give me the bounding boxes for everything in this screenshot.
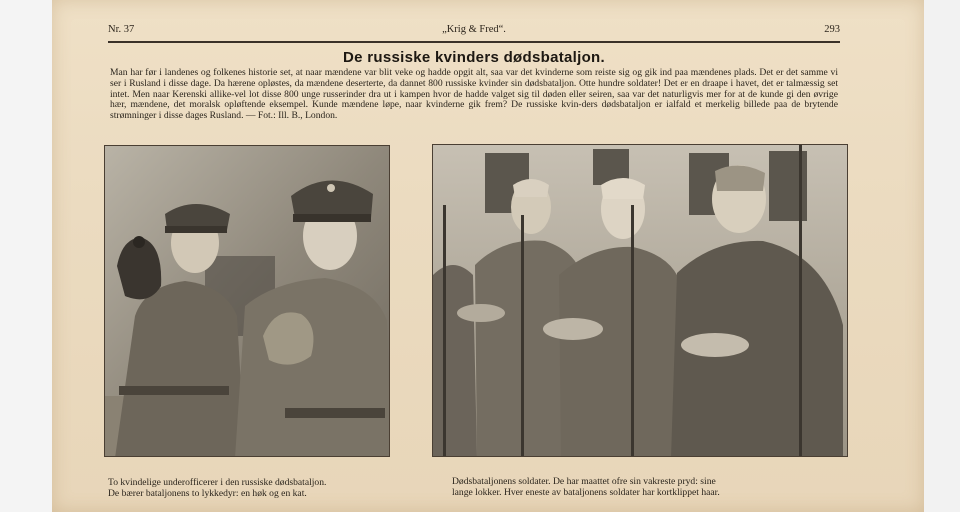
caption-line: Dødsbataljonens soldater. De har maattet ofre sin vakreste pryd: sine bbox=[452, 476, 716, 487]
photo-caption-officers bbox=[108, 478, 400, 499]
article-body: Man har før i landenes og folkenes historie set, at naar mændene var blit veke og hadde opgit alt, saa var det kvinderne som reiste sig og gik ind paa mændenes plads. Det er det samme vi ser i Rusland i disse dage. Da hærene opløstes, da mændene deserterte, da dannet 800 russiske kvinder sin dødsbataljon. Otte hundre soldater! Det er en draape i havet, det er talmæssig set intet. Men naar Kerenski allike-vel lot disse 800 unge russerinder dra ut i kampen hvor de hadde valget sig til døden eller seiren, saa var det naturligvis mer for at de kunde gi den øvrige hær, mændene, det moralsk opløftende eksempel. Kunde mændene løpe, naar kvinderne gik frem? De russiske kvin-ders dødsbataljon er ialfald et merkelig billede paa de brytende strømninger i disse dages Rusland. — Fot.: Ill. B., London. bbox=[110, 67, 838, 122]
caption-line: To kvindelige underofficerer i den russiske dødsbataljon. bbox=[108, 477, 327, 488]
article-title: De russiske kvinders dødsbataljon. bbox=[343, 49, 605, 66]
caption-line: De bærer bataljonens to lykkedyr: en høk og en kat. bbox=[108, 487, 307, 499]
caption-line: lange lokker. Hver eneste av bataljonens soldater har kortklippet haar. bbox=[452, 486, 720, 498]
page-number: 293 bbox=[824, 24, 840, 35]
page-header bbox=[108, 20, 840, 40]
header-rule bbox=[108, 41, 840, 43]
issue-number: Nr. 37 bbox=[108, 24, 135, 35]
photo-caption-soldiers bbox=[452, 477, 824, 498]
photo-two-officers bbox=[104, 145, 390, 457]
photo-soldiers bbox=[432, 144, 848, 457]
magazine-name: „Krig & Fred“. bbox=[442, 24, 506, 35]
background-right-edge bbox=[924, 0, 960, 512]
background-left-edge bbox=[0, 0, 52, 512]
